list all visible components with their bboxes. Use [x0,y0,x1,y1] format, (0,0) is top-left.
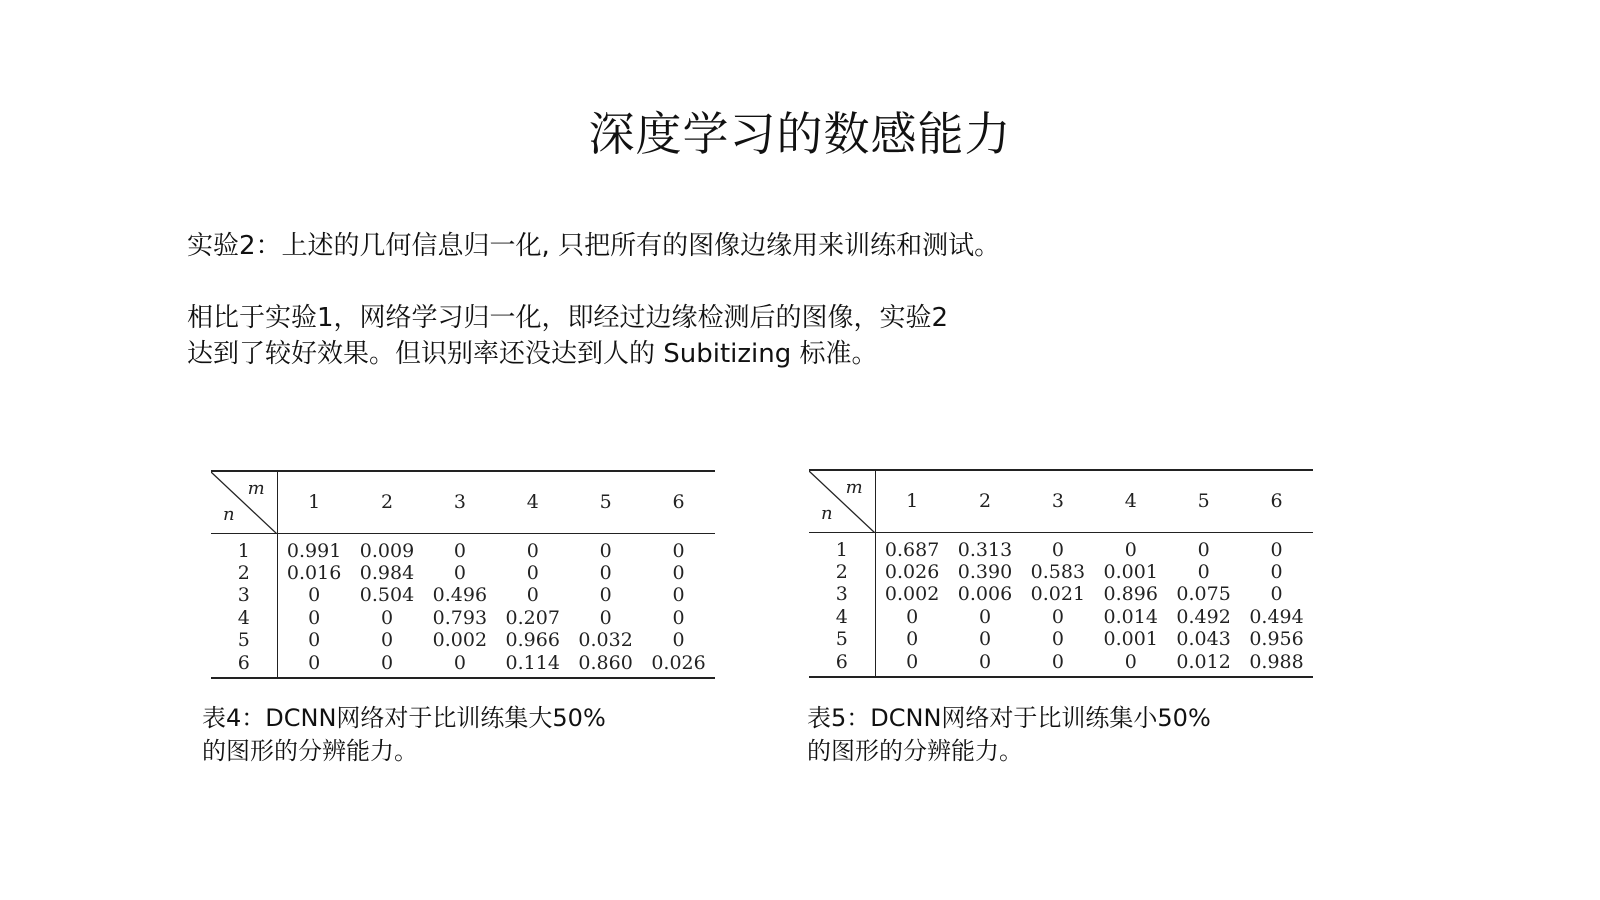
column-header: 6 [672,491,685,514]
table-cell: 0 [1094,532,1167,561]
row-label: n [223,503,235,525]
table-cell: 0 [1270,583,1283,606]
table-cell: 0 [906,628,919,651]
table-cell: 0.984 [359,561,415,584]
table-cell: 0.006 [957,583,1013,606]
table-cell: 0.793 [432,606,488,629]
column-header: 5 [1197,490,1210,513]
table-cell: 0 [978,605,992,628]
table-cell: 0 [599,606,612,629]
table-cell: 0 [672,561,685,584]
table-cell: 0.966 [505,629,560,652]
table-4-caption [202,702,672,768]
table-cell: 0 [1051,605,1064,628]
table-cell: 0 [380,629,394,652]
table-cell: 0.014 [1103,605,1158,628]
table-row [211,652,715,678]
table-cell: 0.583 [1030,560,1086,583]
column-header: 5 [599,491,612,514]
diagonal-line-icon [809,471,875,533]
table-cell: 0.494 [1249,605,1304,628]
diagonal-line-icon [211,472,277,534]
column-header: 3 [453,491,466,514]
table-cell: 0.075 [1176,583,1231,606]
table-row [211,607,715,630]
table-cell: 0.012 [1167,651,1240,677]
table-row [211,629,715,652]
table-cell: 0.207 [505,606,560,629]
table-cell: 0 [1051,628,1064,651]
table-cell: 0 [1167,532,1240,561]
table-row [809,628,1313,651]
table-row [211,584,715,607]
table-cell: 0 [569,533,642,562]
table-5-confusion-matrix [809,469,1313,678]
slide-title: 深度学习的数感能力 [588,107,1012,161]
row-header: 1 [809,532,875,561]
row-header: 1 [211,533,277,562]
row-header: 2 [809,561,875,584]
row-header: 3 [809,583,875,606]
table-cell: 0.032 [578,629,633,652]
row-header: 3 [211,584,277,607]
table-cell: 0 [1240,532,1313,561]
table-row [809,532,1313,561]
table-cell: 0.021 [1030,583,1086,606]
table-cell: 0.313 [949,532,1022,561]
column-label: m [845,477,863,498]
table-row [809,583,1313,606]
table-cell: 0 [453,561,466,584]
table-cell: 0.043 [1176,628,1231,651]
caption-line-1: 表4：DCNN网络对于比训练集大50% [202,704,606,732]
table-cell: 0.988 [1240,651,1313,677]
column-label: m [247,478,265,499]
table-cell: 0.860 [569,652,642,678]
table-cell: 0 [1021,532,1094,561]
table-cell: 0 [978,628,992,651]
table-cell: 0 [1197,560,1210,583]
table-cell: 0.002 [884,583,940,606]
table-cell: 0 [423,652,496,678]
table-cell: 0 [1094,651,1167,677]
row-label: n [821,502,833,524]
table-cell: 0.001 [1103,628,1158,651]
row-header: 4 [809,606,875,629]
table-cell: 0.896 [1103,583,1158,606]
table-cell: 0 [1021,651,1094,677]
result-summary-line-1: 相比于实验1，网络学习归一化，即经过边缘检测后的图像，实验2 [187,303,949,333]
table-cell: 0.496 [432,584,488,607]
table-cell: 0.991 [277,533,350,562]
table-cell: 0.026 [884,560,940,583]
table-cell: 0 [277,652,350,678]
table-cell: 0 [351,652,424,678]
table-cell: 0.114 [496,652,569,678]
caption-line-2: 的图形的分辨能力。 [202,737,418,765]
row-header: 5 [809,628,875,651]
experiment-description: 实验2：上述的几何信息归一化, 只把所有的图像边缘用来训练和测试。 [187,231,1001,261]
column-header: 2 [978,490,992,513]
table-cell: 0 [308,584,321,607]
table-4-corner-header [211,471,277,533]
table-cell: 0.956 [1249,628,1304,651]
table-cell: 0 [672,629,685,652]
column-header: 1 [906,490,919,513]
column-header: 3 [1051,490,1064,513]
table-cell: 0 [672,584,685,607]
caption-line-1: 表5：DCNN网络对于比训练集小50% [807,704,1211,732]
column-header: 6 [1270,490,1283,513]
table-cell: 0.492 [1176,605,1231,628]
table-5-corner-header [809,470,875,532]
column-header: 4 [1124,490,1137,513]
table-cell: 0 [906,605,919,628]
table-cell: 0 [380,606,394,629]
row-header: 4 [211,607,277,630]
row-header: 6 [809,651,875,677]
table-cell: 0.016 [286,561,342,584]
table-cell: 0.026 [642,652,715,678]
table-cell: 0.504 [359,584,415,607]
table-cell: 0 [599,561,612,584]
row-header: 2 [211,562,277,585]
result-summary [187,300,1187,372]
row-header: 6 [211,652,277,678]
table-cell: 0 [526,561,539,584]
table-cell: 0.687 [875,532,948,561]
table-cell: 0 [949,651,1022,677]
table-cell: 0.390 [957,560,1013,583]
table-cell: 0.001 [1103,560,1158,583]
table-5-caption [807,702,1277,768]
table-row [809,561,1313,584]
table-cell: 0.009 [351,533,424,562]
column-header: 4 [526,491,539,514]
result-summary-line-2: 达到了较好效果。但识别率还没达到人的 Subitizing 标准。 [187,339,878,369]
table-cell: 0 [1270,560,1283,583]
column-header: 2 [380,491,394,514]
table-cell: 0 [642,533,715,562]
table-row [809,651,1313,677]
table-row [809,606,1313,629]
table-row [211,562,715,585]
table-4-confusion-matrix [211,470,715,679]
table-cell: 0 [308,629,321,652]
table-cell: 0 [526,584,539,607]
table-cell: 0 [672,606,685,629]
column-header: 1 [308,491,321,514]
caption-line-2: 的图形的分辨能力。 [807,737,1023,765]
table-cell: 0 [875,651,948,677]
table-cell: 0 [308,606,321,629]
table-cell: 0.002 [432,629,488,652]
row-header: 5 [211,629,277,652]
table-cell: 0 [423,533,496,562]
table-row [211,533,715,562]
table-cell: 0 [496,533,569,562]
table-cell: 0 [599,584,612,607]
